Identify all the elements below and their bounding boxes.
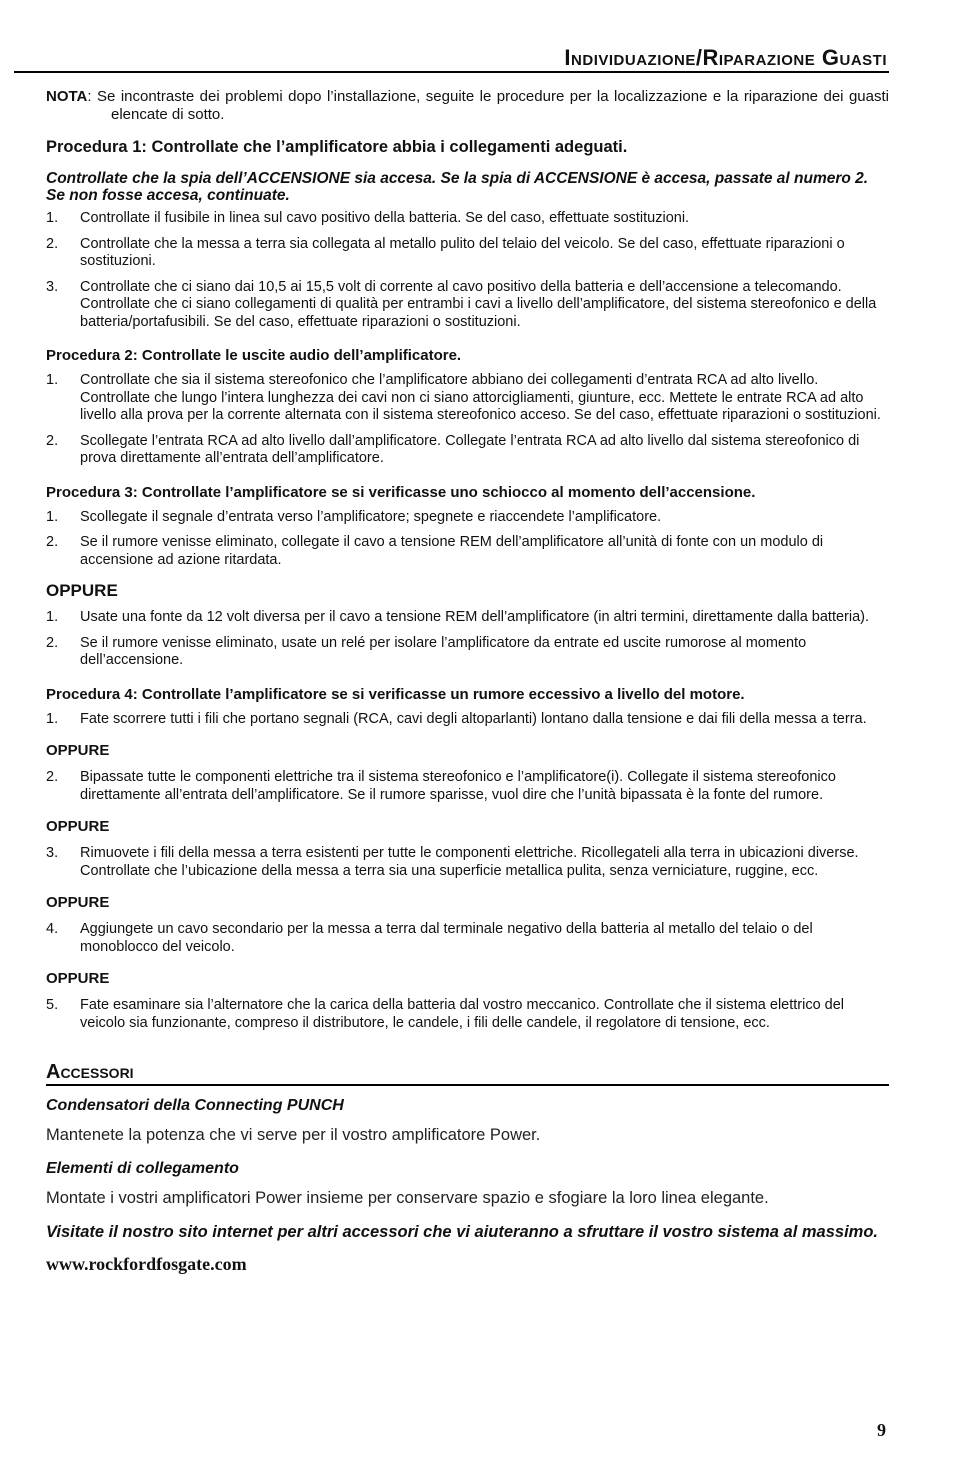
procedure-4-list [46,997,889,1032]
accessori-header [46,1056,889,1086]
list-item [46,711,889,729]
item-text: Rimuovete i fili della messa a terra esistenti per tutte le componenti elettriche. Ricollegateli alla terra in ubicazioni diverse. Controllate che l’ubicazione della messa a terra sia una superficie metallica pulita, senza verniciature, ruggine, ecc. [80,845,859,879]
list-item [46,236,889,271]
item-text: Scollegate il segnale d’entrata verso l’amplificatore; spegnete e riaccendete l’amplificatore. [80,508,662,525]
list-item [46,509,889,527]
page-title: Individuazione/Riparazione Guasti [564,45,887,70]
item-number: 4. [46,921,59,937]
procedure-1-title: Procedura 1: Controllate che l’amplificatore abbia i collegamenti adeguati. [46,138,628,156]
item-number: 1. [46,372,59,388]
list-item [46,534,889,569]
oppure-heading: OPPURE [46,581,118,600]
item-text: Controllate il fusibile in linea sul cavo positivo della batteria. Se del caso, effettuate sostituzioni. [80,210,690,226]
procedure-4-list [46,711,889,729]
list-item [46,609,889,627]
item-text: Bipassate tutte le componenti elettriche tra il sistema stereofonico e l’amplificatore(i). Collegate il sistema stereofonico direttamente all’entrata dell’amplificatore. Se il rumore sparisse, vuol dire che l’unità bipassata è la fonte del rumore. [80,769,836,803]
item-number: 3. [46,845,59,861]
oppure-heading: OPPURE [46,742,110,759]
oppure-heading: OPPURE [46,818,110,835]
accessori-subtitle-elementi: Elementi di collegamento [46,1160,239,1177]
procedure-3-list [46,509,889,570]
oppure-heading: OPPURE [46,894,110,911]
item-number: 1. [46,609,59,625]
accessori-text-condensatori: Mantenete la potenza che vi serve per il vostro amplificatore Power. [46,1126,541,1144]
list-item [46,433,889,468]
procedure-1-intro: Controllate che la spia dell’ACCENSIONE sia accesa. Se la spia di ACCENSIONE è accesa, passate al numero 2. Se non fosse accesa, continuate. [46,170,869,204]
procedure-3-title: Procedura 3: Controllate l’amplificatore se si verificasse uno schiocco al momento dell’accensione. [46,483,756,501]
page-header [14,44,889,73]
procedure-2-list [46,372,889,468]
item-number: 2. [46,769,59,785]
procedure-4-title: Procedura 4: Controllate l’amplificatore se si verificasse un rumore eccessivo a livello del motore. [46,685,745,703]
nota-label: NOTA [46,88,88,105]
website-url: www.rockfordfosgate.com [46,1254,247,1274]
oppure-heading: OPPURE [46,970,110,987]
procedure-3-alt-list [46,609,889,670]
procedure-4-list [46,921,889,956]
procedure-1-list [46,210,889,331]
item-text: Controllate che la messa a terra sia collegata al metallo pulito del telaio del veicolo. Se del caso, effettuate riparazioni o sostituzioni. [80,235,845,269]
item-text: Scollegate l’entrata RCA ad alto livello dall’amplificatore. Collegate l’entrata RCA ad alto livello dal sistema stereofonico di prova direttamente all’entrata dell’amplificatore. [80,432,860,466]
item-text: Usate una fonte da 12 volt diversa per il cavo a tensione REM dell’amplificatore (in altri termini, direttamente dalla batteria). [80,609,870,625]
list-item [46,372,889,425]
item-number: 3. [46,278,59,295]
procedure-4-list [46,845,889,880]
nota-paragraph [46,88,889,124]
item-number: 1. [46,210,59,226]
item-text: Controllate che ci siano dai 10,5 ai 15,5 volt di corrente al cavo positivo della batteria e dell’accensione a telecomando. Controllate che ci siano collegamenti di qualità per entrambi i cavi a livello dell’amplificatore, del sistema stereofonico e della batteria/portafusibili. Se del caso, effettuate riparazioni o sostituzioni. [80,278,877,330]
item-text: Controllate che sia il sistema stereofonico che l’amplificatore abbiano dei collegamenti d’entrata RCA ad alto livello. Controllate che lungo l’intera lunghezza dei cavi non ci siano attorcigliamenti, giunture, ecc. Mettete le entrate RCA ad alto livello alla prova per la corrente alternata con il sistema stereofonico acceso. Se del caso, effettuate riparazioni o sostituzioni. [80,372,881,423]
list-item [46,279,889,332]
list-item [46,635,889,670]
procedure-4-list [46,769,889,804]
procedure-2-title: Procedura 2: Controllate le uscite audio dell’amplificatore. [46,347,462,364]
list-item [46,845,889,880]
item-text: Fate scorrere tutti i fili che portano segnali (RCA, cavi degli altoparlanti) lontano dalla tensione e dai fili della messa a terra. [80,710,867,727]
item-number: 2. [46,534,59,550]
item-text: Fate esaminare sia l’alternatore che la carica della batteria dal vostro meccanico. Controllate che il sistema elettrico del veicolo sia funzionante, compreso il distributore, le candele, i fili delle candele, il regolatore di tensione, ecc. [80,997,845,1031]
item-number: 1. [46,508,59,525]
page-number: 9 [877,1420,886,1440]
list-item [46,921,889,956]
item-number: 1. [46,710,59,727]
item-text: Se il rumore venisse eliminato, usate un relé per isolare l’amplificatore da entrate ed uscite rumorose al momento dell’accensione. [80,634,807,668]
list-item [46,210,889,228]
visit-website-text: Visitate il nostro sito internet per altri accessori che vi aiuteranno a sfruttare il vostro sistema al massimo. [46,1223,879,1241]
nota-text: : Se incontraste dei problemi dopo l’installazione, seguite le procedure per la localizzazione e la riparazione dei guasti elencate di sotto. [87,88,889,123]
item-number: 2. [46,235,59,252]
list-item [46,769,889,804]
list-item [46,997,889,1032]
item-text: Se il rumore venisse eliminato, collegate il cavo a tensione REM dell’amplificatore all’unità di fonte con un modulo di accensione ad azione ritardata. [80,534,824,568]
page-body [46,88,889,1275]
accessori-title: Accessori [46,1061,134,1083]
accessori-text-elementi: Montate i vostri amplificatori Power insieme per conservare spazio e sfogiare la loro linea elegante. [46,1189,769,1207]
item-number: 2. [46,432,59,449]
accessori-subtitle-condensatori: Condensatori della Connecting PUNCH [46,1097,344,1114]
item-number: 5. [46,997,59,1013]
item-text: Aggiungete un cavo secondario per la messa a terra dal terminale negativo della batteria al metallo del telaio o del monoblocco del veicolo. [80,921,813,955]
item-number: 2. [46,634,59,651]
